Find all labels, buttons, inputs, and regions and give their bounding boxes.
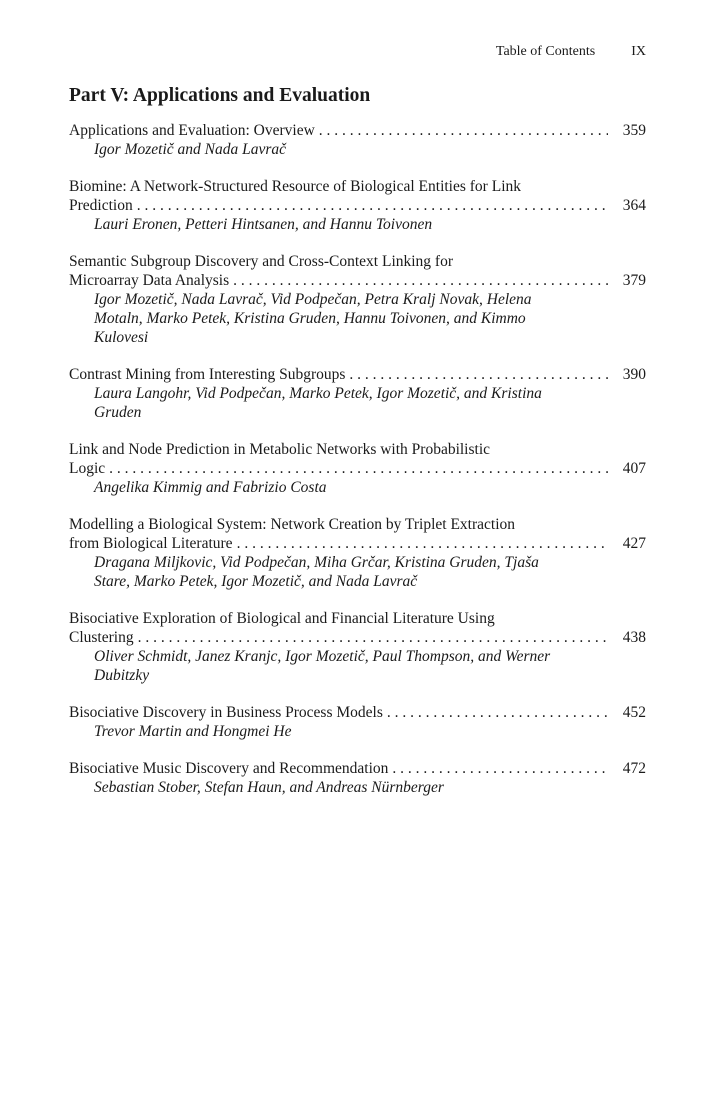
toc-entry[interactable] — [69, 365, 646, 422]
entry-title-line: Contrast Mining from Interesting Subgroups — [69, 366, 346, 383]
entry-authors: Laura Langohr, Vid Podpečan, Marko Petek, Igor Mozetič, and Kristina Gruden — [94, 385, 542, 421]
dot-leader — [137, 196, 608, 215]
running-title: Table of Contents — [495, 44, 596, 59]
running-header — [0, 44, 646, 60]
part-title: Part V: Applications and Evaluation — [69, 85, 371, 106]
entry-title-line: Bisociative Discovery in Business Process Models — [69, 704, 383, 721]
entry-page-number: 390 — [622, 366, 646, 383]
entry-title-row — [69, 271, 646, 290]
entry-authors: Oliver Schmidt, Janez Kranjc, Igor Mozetič, Paul Thompson, and Werner Dubitzky — [94, 648, 551, 684]
entry-title-line: Biomine: A Network-Structured Resource of Biological Entities for Link — [69, 178, 521, 195]
entry-page-number: 379 — [622, 272, 646, 289]
entry-authors: Lauri Eronen, Petteri Hintsanen, and Hannu Toivonen — [94, 216, 433, 233]
dot-leader — [138, 628, 608, 647]
entry-title-line: Link and Node Prediction in Metabolic Networks with Probabilistic — [69, 441, 491, 458]
entry-title-row — [69, 628, 646, 647]
entry-title-row — [69, 121, 646, 140]
entry-page-number: 472 — [622, 760, 646, 777]
entry-authors: Igor Mozetič, Nada Lavrač, Vid Podpečan, Petra Kralj Novak, Helena Motaln, Marko Petek, Kristina Gruden, Hannu Toivonen, and Kimmo Kulovesi — [94, 291, 532, 346]
dot-leader — [319, 121, 608, 140]
entry-title-line: Logic — [69, 460, 106, 477]
entry-title-line: Modelling a Biological System: Network Creation by Triplet Extraction — [69, 516, 516, 533]
entry-title-line: Prediction — [69, 197, 133, 214]
toc-entry[interactable] — [69, 759, 646, 797]
entry-title-row — [69, 703, 646, 722]
header-page-number: IX — [631, 44, 646, 59]
entry-title-row — [69, 534, 646, 553]
entry-page-number: 407 — [622, 460, 646, 477]
entry-title-line: Microarray Data Analysis — [69, 272, 230, 289]
entry-page-number: 452 — [622, 704, 646, 721]
dot-leader — [349, 365, 608, 384]
entry-authors: Trevor Martin and Hongmei He — [94, 723, 292, 740]
entry-authors: Dragana Miljkovic, Vid Podpečan, Miha Grčar, Kristina Gruden, Tjaša Stare, Marko Petek, Igor Mozetič, and Nada Lavrač — [94, 554, 539, 590]
dot-leader — [237, 534, 608, 553]
entry-title-line: from Biological Literature — [69, 535, 233, 552]
entry-authors: Igor Mozetič and Nada Lavrač — [94, 141, 287, 158]
entry-page-number: 364 — [622, 197, 646, 214]
dot-leader — [392, 759, 608, 778]
toc-entry[interactable] — [69, 177, 646, 234]
entry-title-row — [69, 459, 646, 478]
entry-title-line: Semantic Subgroup Discovery and Cross-Context Linking for — [69, 253, 454, 270]
entry-authors: Angelika Kimmig and Fabrizio Costa — [94, 479, 327, 496]
dot-leader — [387, 703, 608, 722]
entry-page-number: 359 — [622, 122, 646, 139]
toc-entry[interactable] — [69, 515, 646, 591]
toc-entry[interactable] — [69, 440, 646, 497]
dot-leader — [233, 271, 608, 290]
entry-title-line: Bisociative Exploration of Biological and Financial Literature Using — [69, 610, 495, 627]
entry-page-number: 427 — [622, 535, 646, 552]
entry-title-line: Bisociative Music Discovery and Recommendation — [69, 760, 389, 777]
entry-authors: Sebastian Stober, Stefan Haun, and Andreas Nürnberger — [94, 779, 444, 796]
dot-leader — [109, 459, 608, 478]
entry-title-line: Clustering — [69, 629, 134, 646]
toc-entry[interactable] — [69, 121, 646, 159]
toc-list — [69, 121, 646, 815]
entry-title-row — [69, 365, 646, 384]
entry-title-line: Applications and Evaluation: Overview — [69, 122, 315, 139]
entry-title-row — [69, 759, 646, 778]
entry-page-number: 438 — [622, 629, 646, 646]
entry-title-row — [69, 196, 646, 215]
toc-entry[interactable] — [69, 252, 646, 347]
toc-entry[interactable] — [69, 703, 646, 741]
toc-entry[interactable] — [69, 609, 646, 685]
